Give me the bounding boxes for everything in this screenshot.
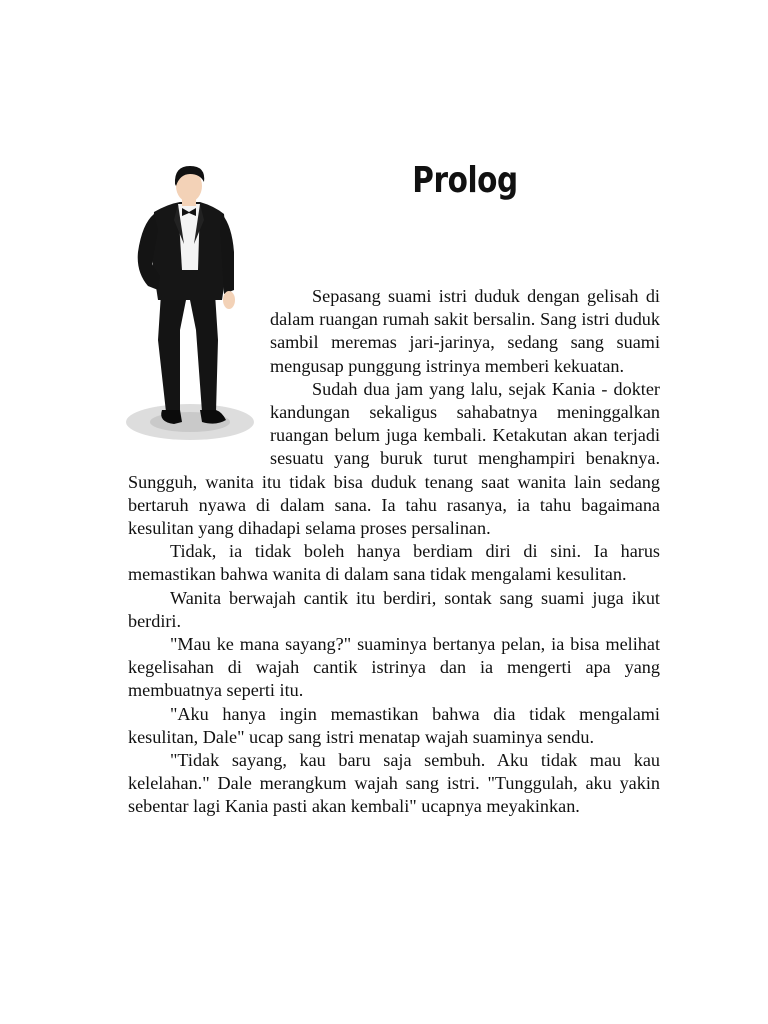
- paragraph-7: "Tidak sayang, kau baru saja sembuh. Aku tidak mau kau kelelahan." Dale merangkum wajah sang istri. "Tunggulah, aku yakin sebentar lagi Kania pasti akan kembali" ucapnya meyakinkan.: [128, 750, 660, 817]
- paragraph-3: Tidak, ia tidak boleh hanya berdiam diri di sini. Ia harus memastikan bahwa wanita di dalam sana tidak mengalami kesulitan.: [128, 541, 660, 585]
- illustration-wrap-spacer: [128, 285, 270, 470]
- prologue-text: [128, 285, 660, 819]
- paragraph-2: Sudah dua jam yang lalu, sejak Kania - dokter kandungan sekaligus sahabatnya meninggalkan ruangan belum juga kembali. Ketakutan akan terjadi sesuatu yang buruk turut menghampiri benaknya. Sungguh, wanita itu tidak bisa duduk tenang saat wanita lain sedang bertaruh nyawa di dalam sana. Ia tahu rasanya, ia tahu bagaimana kesulitan yang dihadapi selama proses persalinan.: [128, 378, 660, 539]
- paragraph-4: Wanita berwajah cantik itu berdiri, sontak sang suami juga ikut berdiri.: [128, 587, 660, 631]
- paragraph-1: Sepasang suami istri duduk dengan gelisah di dalam ruangan rumah sakit bersalin. Sang istri duduk sambil meremas jari-jarinya, sedang sang suami mengusap punggung istrinya memberi kekuatan.: [270, 286, 660, 376]
- page-title: Prolog: [412, 160, 518, 201]
- paragraph-5: "Mau ke mana sayang?" suaminya bertanya pelan, ia bisa melihat kegelisahan di wajah cantik istrinya dan ia mengerti apa yang membuatnya seperti itu.: [128, 634, 660, 701]
- paragraph-6: "Aku hanya ingin memastikan bahwa dia tidak mengalami kesulitan, Dale" ucap sang istri menatap wajah suaminya sendu.: [128, 703, 660, 747]
